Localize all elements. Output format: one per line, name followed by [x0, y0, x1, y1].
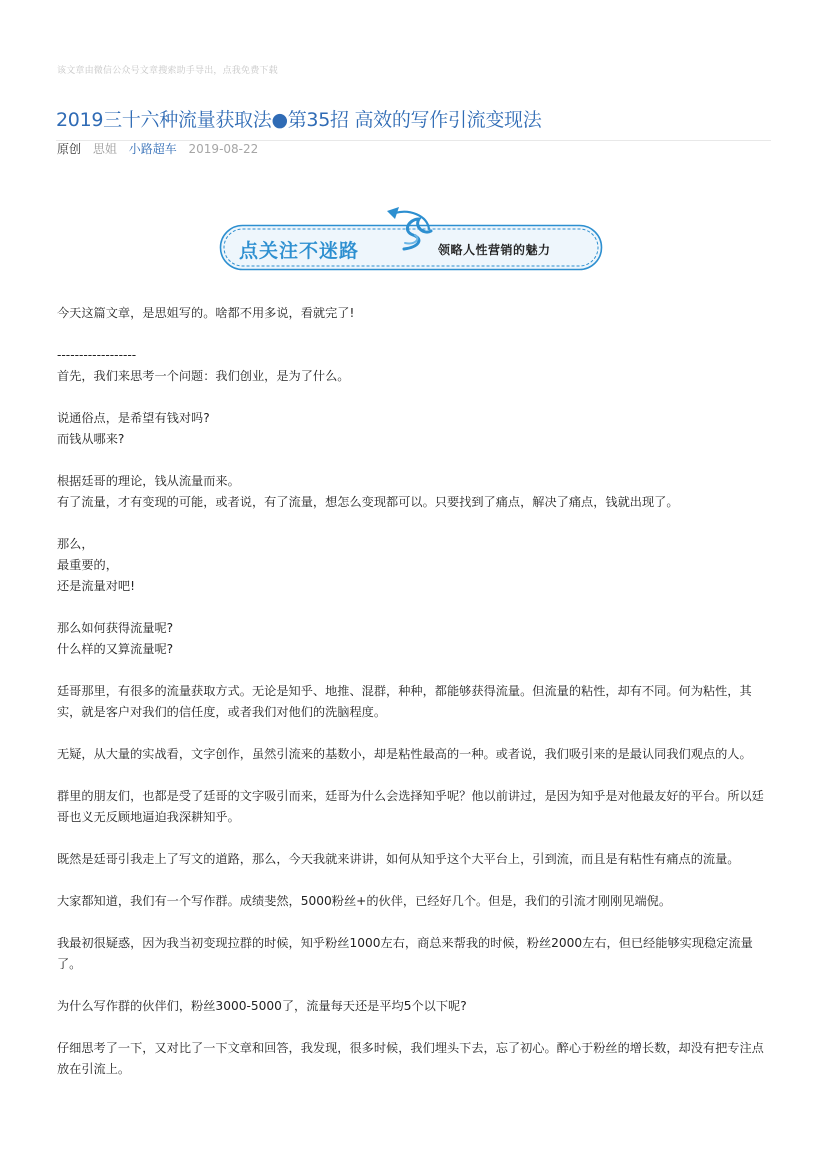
account-link[interactable]: 小路超车 [128, 142, 177, 156]
export-watermark-link[interactable]: 该文章由微信公众号文章搜索助手导出，点我免费下载 [57, 66, 278, 76]
paragraph: 群里的朋友们，也都是受了廷哥的文字吸引而来，廷哥为什么会选择知乎呢？他以前讲过，是因为知乎是对他最友好的平台。所以廷哥也义无反顾地逼迫我深耕知乎。 [57, 789, 764, 824]
paragraph: 仔细思考了一下，又对比了一下文章和回答，我发现，很多时候，我们埋头下去，忘了初心。醉心于粉丝的增长数，却没有把专注点放在引流上。 [57, 1041, 764, 1076]
original-badge: 原创 [57, 142, 82, 156]
paragraph: 既然是廷哥引我走上了写文的道路，那么，今天我就来讲讲，如何从知乎这个大平台上，引到流，而且是有粘性有痛点的流量。 [57, 852, 740, 866]
paragraph: 廷哥那里，有很多的流量获取方式。无论是知乎、地推、混群，种种，都能够获得流量。但流量的粘性，却有不同。何为粘性，其实，就是客户对我们的信任度，或者我们对他们的洗脑程度。 [57, 684, 752, 719]
paragraph: 大家都知道，我们有一个写作群。成绩斐然，5000粉丝+的伙伴，已经好几个。但是，我们的引流才刚刚见端倪。 [57, 894, 672, 908]
banner-slogan-text: 领略人性营销的魅力 [438, 243, 551, 257]
banner-follow-text: 点关注不迷路 [239, 240, 360, 262]
follow-banner [219, 205, 603, 273]
author-name: 思姐 [92, 142, 117, 156]
paragraph: ------------------ 首先，我们来思考一个问题：我们创业，是为了什么。 [57, 348, 350, 383]
paragraph: 那么如何获得流量呢? 什么样的又算流量呢? [57, 621, 174, 656]
paragraph: 根据廷哥的理论，钱从流量而来。 有了流量，才有变现的可能，或者说，有了流量，想怎么变现都可以。只要找到了痛点，解决了痛点，钱就出现了。 [57, 474, 679, 509]
paragraph: 为什么写作群的伙伴们，粉丝3000-5000了，流量每天还是平均5个以下呢? [57, 999, 467, 1013]
article-title: 2019三十六种流量获取法●第35招 高效的写作引流变现法 [56, 105, 771, 141]
paragraph: 无疑，从大量的实战看，文字创作，虽然引流来的基数小，却是粘性最高的一种。或者说，我们吸引来的是最认同我们观点的人。 [57, 747, 752, 761]
article-meta [57, 140, 266, 157]
article-body [57, 303, 773, 1080]
publish-date: 2019-08-22 [188, 142, 259, 156]
paragraph: 我最初很疑惑，因为我当初变现拉群的时候，知乎粉丝1000左右，商总来帮我的时候，粉丝2000左右，但已经能够实现稳定流量了。 [57, 936, 753, 971]
paragraph: 今天这篇文章，是思姐写的。啥都不用多说，看就完了! [57, 306, 355, 320]
paragraph: 说通俗点，是希望有钱对吗? 而钱从哪来? [57, 411, 210, 446]
paragraph: 那么， 最重要的， 还是流量对吧! [57, 537, 136, 593]
